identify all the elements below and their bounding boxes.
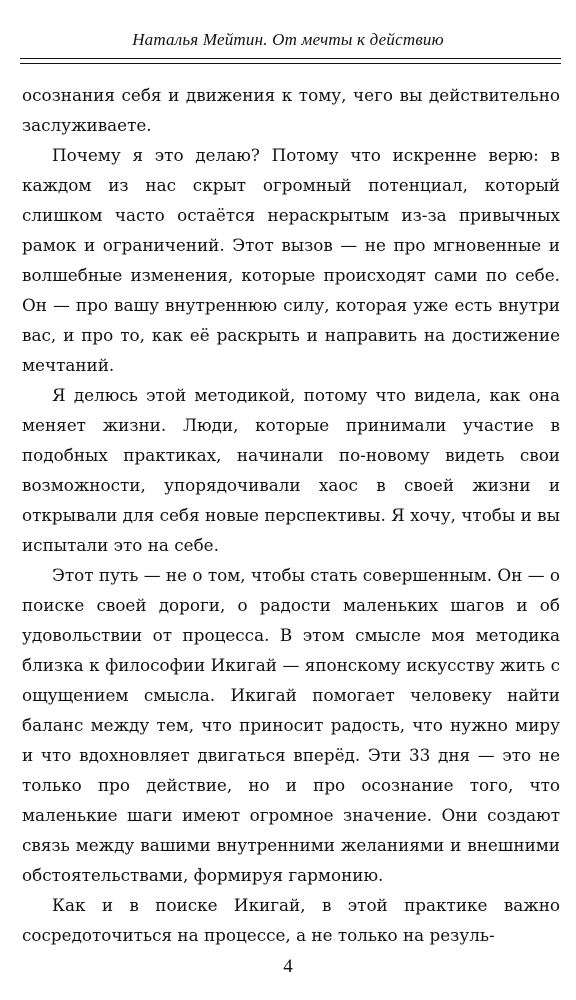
header-double-rule [20,58,561,64]
page-number: 4 [283,956,293,977]
running-header-title: Наталья Мейтин. От мечты к действию [132,30,444,49]
paragraph: Как и в поиске Икигай, в этой практике важно сосредоточиться на процессе, а не только на резуль- [22,895,560,945]
paragraph: Этот путь — не о том, чтобы стать совершенным. Он — о поиске своей дороги, о радости маленьких шагов и об удовольствии от процесса. В этом смысле моя методика близка к философии Икигай — японскому искусству жить с ощущением смысла. Икигай помогает человеку найти баланс между тем, что приносит радость, что нужно миру и что вдохновляет двигаться вперёд. Эти 33 дня — это не только про действие, но и про осознание того, что маленькие шаги имеют огромное значение. Они создают связь между вашими внутренними желаниями и внешними обстоятельствами, формируя гармонию. [22,565,560,885]
paragraph: Я делюсь этой методикой, потому что видела, как она меняет жизни. Люди, которые принимали участие в подобных практиках, начинали по-новому видеть свои возможности, упорядочивали хаос в своей жизни и открывали для себя новые перспективы. Я хочу, чтобы и вы испытали это на себе. [22,385,560,555]
paragraph-continuation: осознания себя и движения к тому, чего вы действительно заслуживаете. [22,85,560,135]
page-body [22,80,560,950]
paragraph: Почему я это делаю? Потому что искренне верю: в каждом из нас скрыт огромный потенциал, который слишком часто остаётся нераскрытым из-за привычных рамок и ограничений. Этот вызов — не про мгновенные и волшебные изменения, которые происходят сами по себе. Он — про вашу внутреннюю силу, которая уже есть внутри вас, и про то, как её раскрыть и направить на достижение мечтаний. [22,145,560,375]
